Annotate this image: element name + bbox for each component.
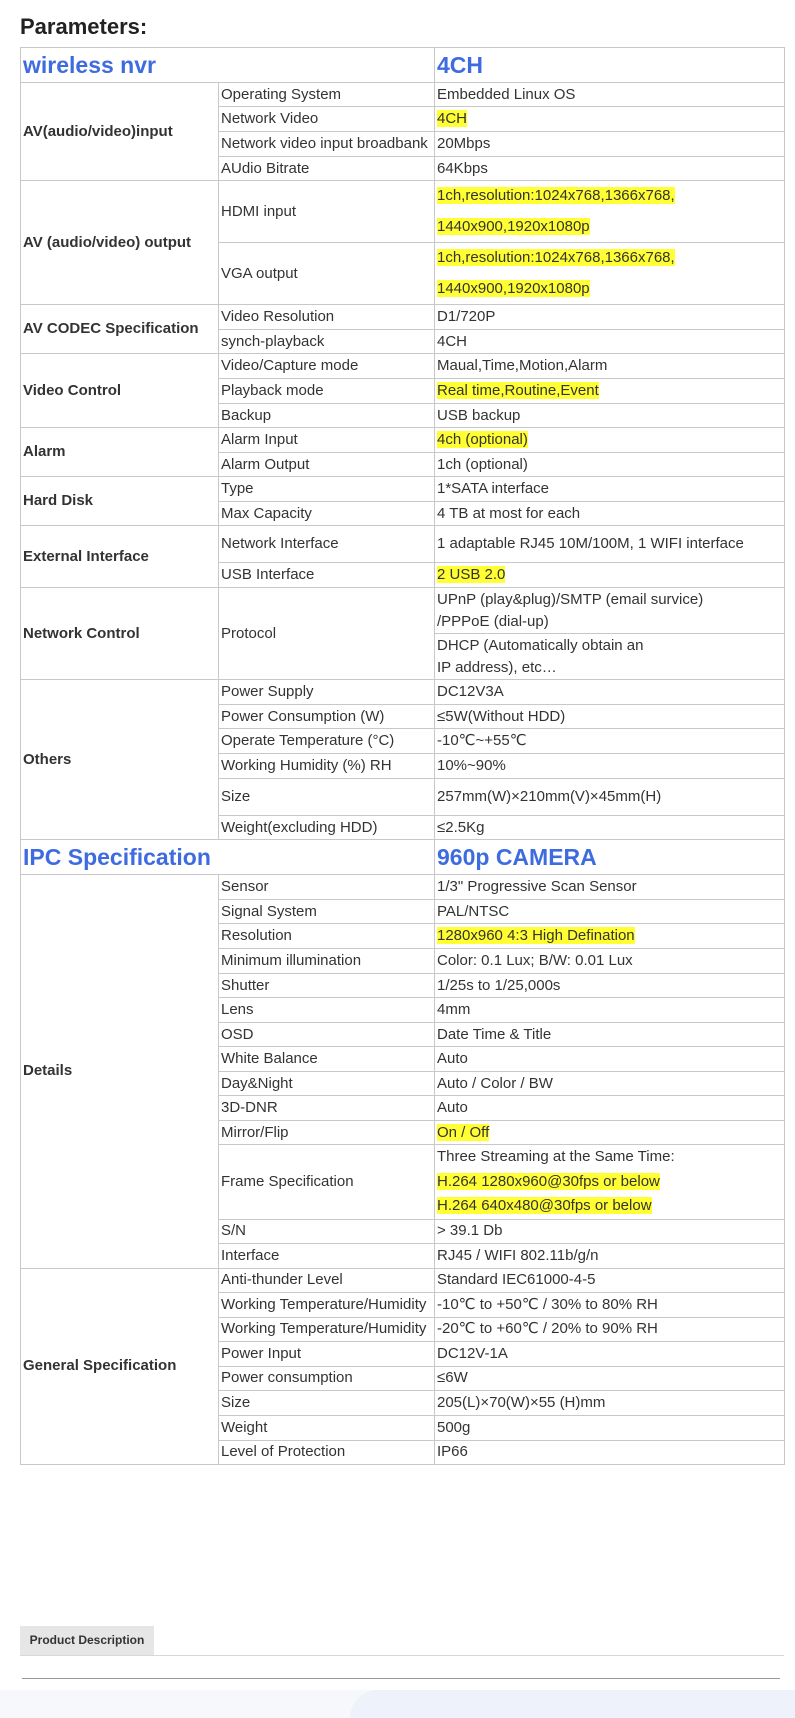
value-cell [435,1096,785,1121]
param-label: Weight(excluding HDD) [219,816,435,840]
section-title: IPC Specification [21,840,435,875]
value-cell [435,924,785,949]
param-label: Video/Capture mode [219,354,435,379]
value-text: 1ch (optional) [437,455,528,473]
value-cell [435,428,785,453]
value-text: 4CH [437,110,468,127]
value-cell [435,1341,785,1366]
value-cell [435,83,785,107]
value-text: 4mm [437,1001,471,1018]
param-label: Backup [219,404,435,428]
value-text: > 39.1 Db [437,1222,503,1240]
value-text: IP66 [437,1443,468,1461]
value-text: 64Kbps [437,159,488,177]
value-text: 20Mbps [437,135,491,152]
value-cell [435,132,785,157]
value-cell [435,1415,785,1440]
value-cell [435,1121,785,1145]
param-label: Interface [219,1243,435,1268]
value-cell [435,875,785,900]
param-label: Mirror/Flip [219,1121,435,1145]
value-text: 1ch,resolution:1024x768,1366x768, [437,249,675,266]
param-label: Weight [219,1415,435,1440]
value-text: /PPPoE (dial-up) [437,612,549,630]
value-cell [435,1390,785,1415]
value-text: DC12V-1A [437,1344,508,1362]
footer-shape [350,1690,795,1718]
value-text: ≤6W [437,1369,468,1387]
value-cell [435,404,785,428]
section-header [21,48,785,83]
spec-row [21,526,785,563]
value-text: -10℃ to +50℃ / 30% to 80% RH [437,1295,658,1313]
section-divider [22,1678,780,1679]
value-cell [435,181,785,243]
spec-row [21,1268,785,1292]
value-cell [435,453,785,477]
section-model: 4CH [435,48,785,83]
value-cell [435,680,785,705]
value-text: DC12V3A [437,683,504,700]
value-cell [435,1047,785,1072]
spec-row [21,875,785,900]
param-label: Minimum illumination [219,949,435,974]
value-cell [435,379,785,404]
group-label: AV (audio/video) output [21,181,219,305]
section-model: 960p CAMERA [435,840,785,875]
value-text: 1/25s to 1/25,000s [437,976,561,994]
value-text: 4CH [437,332,468,350]
param-label: Working Temperature/Humidity [219,1292,435,1317]
value-cell [435,949,785,974]
param-label: 3D-DNR [219,1096,435,1121]
spec-row [21,477,785,502]
spec-row [21,428,785,453]
value-text: Three Streaming at the Same Time: [437,1148,675,1165]
value-text: 1280x960 4:3 High Defination [437,927,635,944]
value-text: 1 adaptable RJ45 10M/100M, 1 WIFI interface [437,535,744,552]
value-cell [435,705,785,729]
value-text: 10%~90% [437,757,506,774]
value-cell [435,1145,785,1220]
param-label: Network Interface [219,526,435,563]
param-label: S/N [219,1219,435,1243]
group-label: Hard Disk [21,477,219,526]
value-text: 1440x900,1920x1080p [437,279,590,297]
param-label: HDMI input [219,181,435,243]
param-label: Working Humidity (%) RH [219,754,435,779]
value-text: IP address), etc… [437,658,557,676]
value-text: Auto [437,1099,468,1116]
param-label: Day&Night [219,1072,435,1096]
value-text: Embedded Linux OS [437,85,576,103]
value-cell [435,1317,785,1341]
value-text: Date Time & Title [437,1025,552,1043]
value-cell [435,816,785,840]
group-label: Network Control [21,588,219,680]
param-label: Working Temperature/Humidity [219,1317,435,1341]
param-label: Network video input broadbank [219,132,435,157]
param-label: Power Consumption (W) [219,705,435,729]
value-cell [435,354,785,379]
value-text: USB backup [437,406,521,424]
value-cell [435,305,785,330]
param-label: White Balance [219,1047,435,1072]
param-label: VGA output [219,243,435,305]
value-text: Auto / Color / BW [437,1074,553,1092]
value-cell [435,243,785,305]
group-label: General Specification [21,1268,219,1464]
param-label: Power Input [219,1341,435,1366]
value-cell [435,1243,785,1268]
value-text: Maual,Time,Motion,Alarm [437,357,608,374]
value-text: -10℃~+55℃ [437,732,527,749]
spec-row [21,354,785,379]
param-label: Anti-thunder Level [219,1268,435,1292]
value-text: H.264 1280x960@30fps or below [437,1172,660,1190]
param-label: Shutter [219,974,435,998]
page-title: Parameters: [20,14,148,39]
spec-row [21,680,785,705]
value-text: H.264 640x480@30fps or below [437,1197,652,1215]
value-text: 500g [437,1418,471,1436]
value-text: -20℃ to +60℃ / 20% to 90% RH [437,1320,658,1338]
value-text: 1440x900,1920x1080p [437,217,590,235]
group-label: Video Control [21,354,219,428]
value-text: UPnP (play&plug)/SMTP (email survice) [437,590,704,608]
value-cell [435,330,785,354]
value-cell [435,634,785,680]
value-cell [435,563,785,588]
value-cell [435,1219,785,1243]
value-cell [435,502,785,526]
param-label: Power Supply [219,680,435,705]
value-cell [435,1268,785,1292]
value-cell [435,157,785,181]
param-label: Level of Protection [219,1440,435,1464]
value-text: Real time,Routine,Event [437,382,599,399]
param-label: Frame Specification [219,1145,435,1220]
value-text: ≤5W(Without HDD) [437,707,566,725]
param-label: Protocol [219,588,435,680]
param-label: Signal System [219,900,435,924]
param-label: Size [219,779,435,816]
value-text: 205(L)×70(W)×55 (H)mm [437,1393,606,1411]
value-cell [435,1023,785,1047]
value-cell [435,974,785,998]
value-text: 1ch,resolution:1024x768,1366x768, [437,187,675,204]
value-text: 1/3" Progressive Scan Sensor [437,878,637,895]
tab-product-description[interactable]: Product Description [20,1626,154,1655]
param-label: Size [219,1390,435,1415]
param-label: Lens [219,998,435,1023]
group-label: Others [21,680,219,840]
value-text: 257mm(W)×210mm(V)×45mm(H) [437,788,662,805]
value-text: 1*SATA interface [437,480,550,497]
param-label: AUdio Bitrate [219,157,435,181]
value-cell [435,1440,785,1464]
group-label: Alarm [21,428,219,477]
value-cell [435,107,785,132]
spec-table [20,47,785,1465]
param-label: synch-playback [219,330,435,354]
value-text: RJ45 / WIFI 802.11b/g/n [437,1246,599,1264]
group-label: Details [21,875,219,1269]
param-label: Resolution [219,924,435,949]
value-text: DHCP (Automatically obtain an [437,636,644,654]
value-cell [435,729,785,754]
value-cell [435,1072,785,1096]
section-header [21,840,785,875]
value-text: D1/720P [437,308,496,325]
tab-bar-line [20,1655,784,1656]
param-label: Video Resolution [219,305,435,330]
param-label: Network Video [219,107,435,132]
value-text: 4ch (optional) [437,431,528,448]
value-cell [435,526,785,563]
value-text: Auto [437,1050,468,1067]
value-cell [435,779,785,816]
value-text: 4 TB at most for each [437,504,581,522]
value-text: 2 USB 2.0 [437,566,506,583]
value-text: Color: 0.1 Lux; B/W: 0.01 Lux [437,952,633,969]
param-label: Operate Temperature (°C) [219,729,435,754]
spec-row [21,83,785,107]
group-label: AV(audio/video)input [21,83,219,181]
value-cell [435,900,785,924]
param-label: OSD [219,1023,435,1047]
param-label: Alarm Input [219,428,435,453]
value-text: On / Off [437,1123,490,1141]
param-label: Playback mode [219,379,435,404]
param-label: USB Interface [219,563,435,588]
value-cell [435,998,785,1023]
value-cell [435,588,785,634]
value-cell [435,1292,785,1317]
spec-row [21,181,785,243]
value-cell [435,1366,785,1390]
param-label: Max Capacity [219,502,435,526]
spec-row [21,305,785,330]
group-label: External Interface [21,526,219,588]
param-label: Power consumption [219,1366,435,1390]
value-cell [435,477,785,502]
group-label: AV CODEC Specification [21,305,219,354]
value-text: PAL/NTSC [437,902,510,920]
value-cell [435,754,785,779]
param-label: Type [219,477,435,502]
spec-row [21,588,785,634]
value-text: ≤2.5Kg [437,818,485,836]
param-label: Sensor [219,875,435,900]
param-label: Operating System [219,83,435,107]
value-text: Standard IEC61000-4-5 [437,1271,596,1289]
section-title: wireless nvr [21,48,435,83]
param-label: Alarm Output [219,453,435,477]
